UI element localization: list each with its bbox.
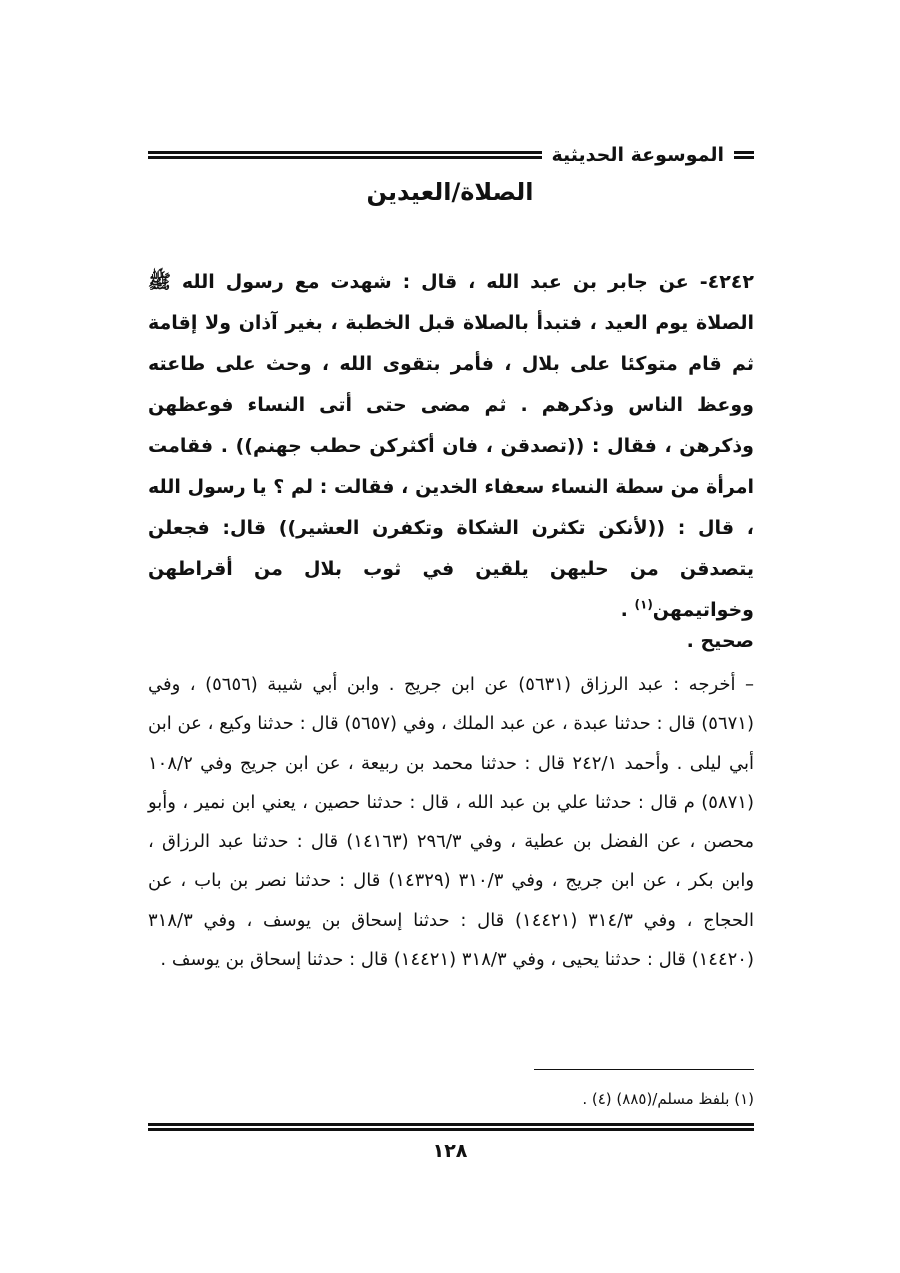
hadith-block [148,262,754,631]
hadith-paragraph [148,262,754,631]
takhrij-text: – أخرجه : عبد الرزاق (٥٦٣١) عن ابن جريج . وابن أبي شيبة (٥٦٥٦) ، وفي (٥٦٧١) قال : حدثنا عبدة ، عن عبد الملك ، وفي (٥٦٥٧) قال : حدثنا وكيع ، عن ابن أبي ليلى . وأحمد ٢٤٢/١ قال : حدثنا محمد بن ربيعة ، عن ابن جريج وفي ١٠٨/٢ (٥٨٧١) م قال : حدثنا علي بن عبد الله ، قال : حدثنا حصين ، يعني ابن نمير ، وأبو محصن ، عن الفضل بن عطية ، وفي ٢٩٦/٣ (١٤١٦٣) قال : حدثنا عبد الرزاق ، وابن بكر ، عن ابن جريج ، وفي ٣١٠/٣ (١٤٣٢٩) قال : حدثنا نصر بن باب ، عن الحجاج ، وفي ٣١٤/٣ (١٤٤٢١) قال : حدثنا إسحاق بن يوسف ، وفي ٣١٨/٣ (١٤٤٢٠) قال : حدثنا يحيى ، وفي ٣١٨/٣ (١٤٤٢١) قال : حدثنا إسحاق بن يوسف . [148,674,755,971]
header-rule-right [734,151,754,159]
running-title: الموسوعة الحديثية [551,144,724,166]
footnote: (١) بلفظ مسلم/(٨٨٥) (٤) . [582,1090,754,1108]
hadith-grade: صحيح . [686,630,754,652]
bottom-rule [148,1123,754,1131]
footnote-marker: (١) [634,597,653,612]
hadith-end: . [620,599,635,621]
header-rule-left [148,151,542,159]
footnote-separator [534,1069,754,1070]
chapter-title: الصلاة/العيدين [366,178,534,206]
running-header [148,138,754,172]
page-number: ١٢٨ [432,1140,468,1162]
takhrij-block [148,665,754,979]
hadith-text: ٤٢٤٢- عن جابر بن عبد الله ، قال : شهدت مع رسول الله ﷺ الصلاة يوم العيد ، فتبدأ بالصلاة قبل الخطبة ، بغير آذان ولا إقامة ثم قام متوكئا على بلال ، فأمر بتقوى الله ، وحث على طاعته ووعظ الناس وذكرهم . ثم مضى حتى أتى النساء فوعظهن وذكرهن ، فقال : ((تصدقن ، فان أكثركن حطب جهنم)) . فقامت امرأة من سطة النساء سعفاء الخدين ، فقالت : لم ؟ يا رسول الله ، قال : ((لأنكن تكثرن الشكاة وتكفرن العشير)) قال: فجعلن يتصدقن من حليهن يلقين في ثوب بلال من أقراطهن وخواتيمهن [148,271,754,621]
